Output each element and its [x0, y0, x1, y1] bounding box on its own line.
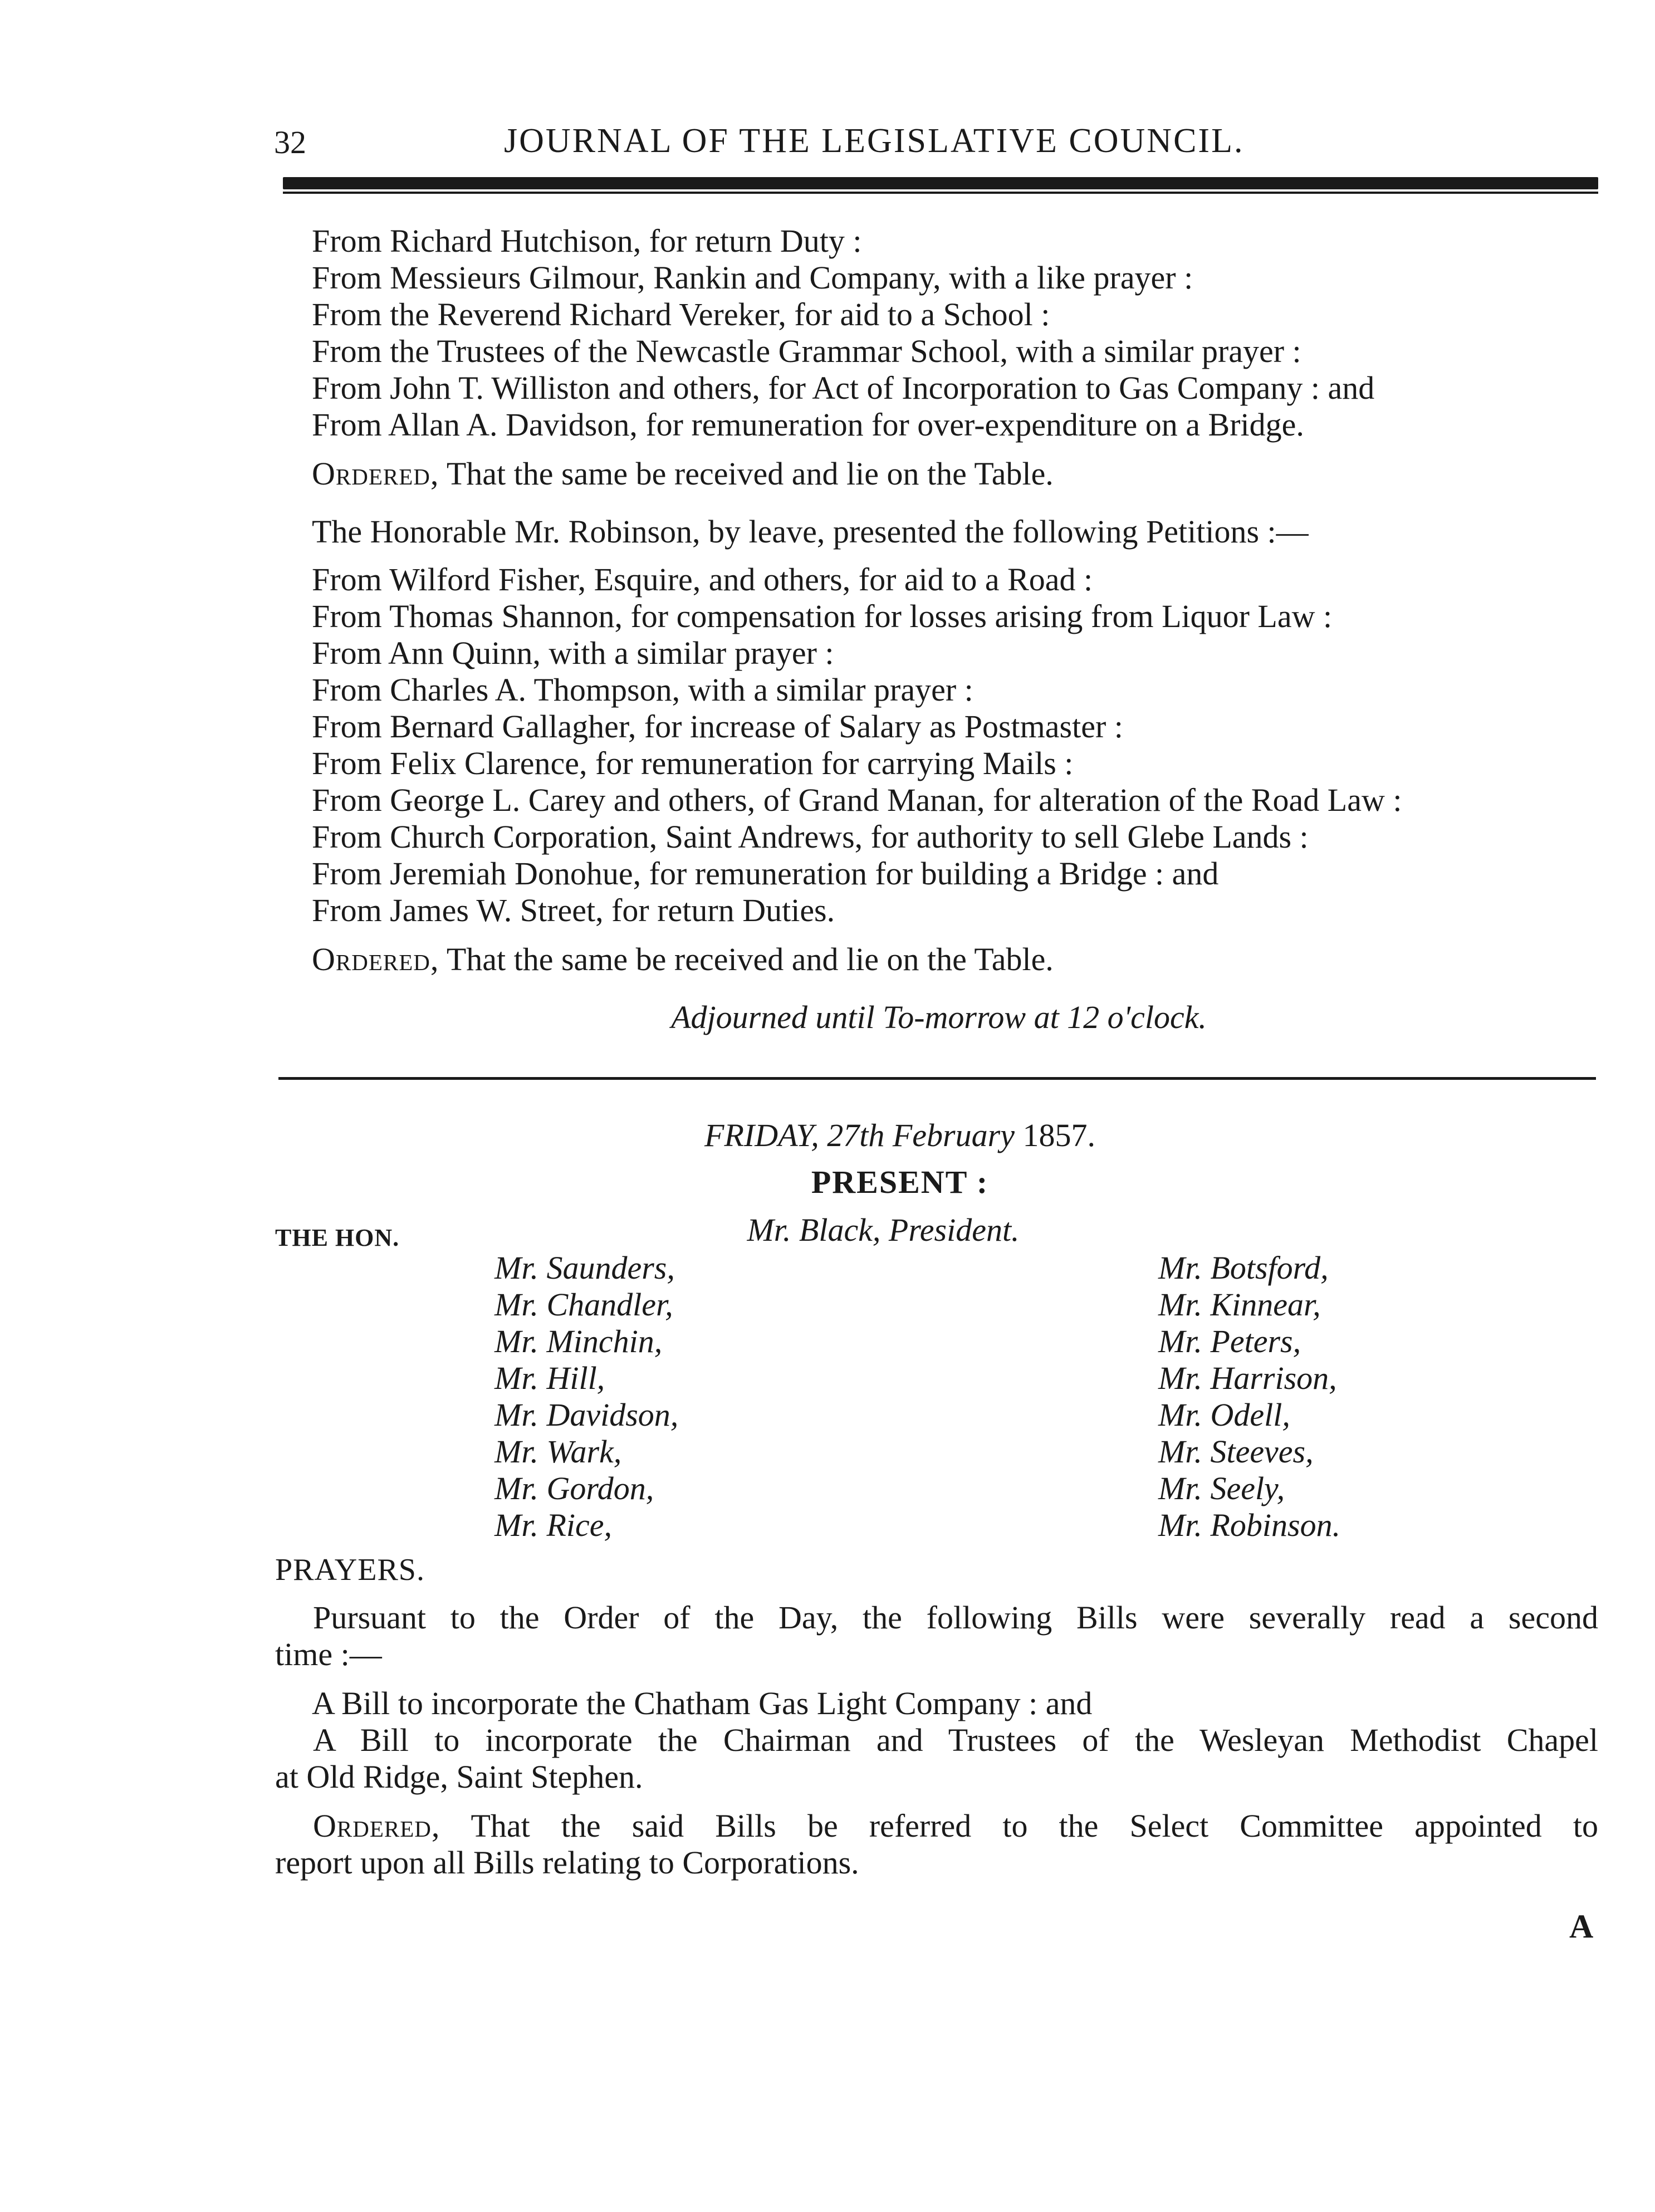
- member-name: Mr. Robinson.: [1158, 1507, 1341, 1543]
- the-hon-label: THE HON.: [275, 1224, 400, 1251]
- adjournment-notice: Adjourned until To-morrow at 12 o'clock.: [671, 999, 1207, 1035]
- ordered-keyword: Ordered,: [313, 1808, 440, 1844]
- session-day: FRIDAY, 27th February: [704, 1117, 1015, 1153]
- petition-line: From Bernard Gallagher, for increase of Salary as Postmaster :: [312, 708, 1123, 745]
- ordered-clause-3: [275, 1808, 1598, 1881]
- bill-2-line-1: A Bill to incorporate the Chairman and Trustees of the Wesleyan Methodist Chapel: [313, 1722, 1598, 1758]
- pursuant-line-1: Pursuant to the Order of the Day, the following Bills were severally read a second: [313, 1599, 1598, 1636]
- member-name: Mr. Wark,: [494, 1433, 622, 1470]
- member-name: Mr. Hill,: [494, 1360, 605, 1396]
- pursuant-line-2: time :—: [275, 1636, 382, 1672]
- petition-line: From the Reverend Richard Vereker, for aid to a School :: [312, 296, 1050, 332]
- member-name: Mr. Davidson,: [494, 1397, 679, 1433]
- ordered-3-line-1: [275, 1808, 1598, 1844]
- petition-line: From George L. Carey and others, of Grand Manan, for alteration of the Road Law :: [312, 782, 1402, 818]
- section-divider: [278, 1077, 1596, 1080]
- header-double-rule: [283, 177, 1598, 189]
- ordered-3-line-2: report upon all Bills relating to Corporations.: [275, 1844, 859, 1881]
- ordered-text: That the said Bills be referred to the Select Committee appointed to: [471, 1808, 1599, 1844]
- bill-2: [275, 1722, 1598, 1795]
- member-name: Mr. Steeves,: [1158, 1433, 1314, 1470]
- member-name: Mr. Seely,: [1158, 1470, 1285, 1506]
- president-line: Mr. Black, President.: [747, 1212, 1020, 1248]
- robinson-intro: The Honorable Mr. Robinson, by leave, presented the following Petitions :—: [312, 513, 1309, 550]
- member-name: Mr. Harrison,: [1158, 1360, 1337, 1396]
- ordered-keyword: Ordered,: [312, 456, 439, 492]
- ordered-clause-1: [312, 456, 1054, 492]
- member-name: Mr. Gordon,: [494, 1470, 654, 1506]
- ordered-text: That the same be received and lie on the Table.: [446, 456, 1054, 492]
- member-name: Mr. Minchin,: [494, 1323, 663, 1359]
- page-number: 32: [274, 124, 306, 160]
- petition-line: From Wilford Fisher, Esquire, and others, for aid to a Road :: [312, 561, 1093, 598]
- petition-line: From Felix Clarence, for remuneration for carrying Mails :: [312, 745, 1074, 781]
- member-name: Mr. Kinnear,: [1158, 1286, 1321, 1323]
- prayers-heading: PRAYERS.: [275, 1553, 425, 1587]
- petition-line: From Allan A. Davidson, for remuneration for over-expenditure on a Bridge.: [312, 407, 1304, 443]
- session-year: 1857.: [1022, 1117, 1095, 1153]
- present-label: PRESENT :: [811, 1164, 989, 1200]
- petition-line: From Messieurs Gilmour, Rankin and Company, with a like prayer :: [312, 260, 1193, 296]
- members-right-column: [1158, 1250, 1340, 1544]
- petition-line: From Jeremiah Donohue, for remuneration for building a Bridge : and: [312, 855, 1219, 892]
- petition-line: From Ann Quinn, with a similar prayer :: [312, 635, 834, 671]
- catchword: A: [1569, 1908, 1594, 1945]
- page-header-title: JOURNAL OF THE LEGISLATIVE COUNCIL.: [504, 122, 1245, 160]
- petition-line: From John T. Williston and others, for Act of Incorporation to Gas Company : and: [312, 370, 1375, 406]
- bill-1: A Bill to incorporate the Chatham Gas Light Company : and: [312, 1685, 1093, 1721]
- ordered-clause-2: [312, 941, 1054, 978]
- session-date: [72, 1117, 1655, 1154]
- petition-line: From Church Corporation, Saint Andrews, for authority to sell Glebe Lands :: [312, 819, 1309, 855]
- petition-line: From James W. Street, for return Duties.: [312, 892, 835, 928]
- petition-line: From Richard Hutchison, for return Duty :: [312, 223, 862, 259]
- member-name: Mr. Chandler,: [494, 1286, 673, 1323]
- member-name: Mr. Botsford,: [1158, 1250, 1329, 1286]
- ordered-text: That the same be received and lie on the Table.: [446, 941, 1054, 977]
- member-name: Mr. Saunders,: [494, 1250, 675, 1286]
- member-name: Mr. Peters,: [1158, 1323, 1301, 1359]
- petition-line: From Thomas Shannon, for compensation for losses arising from Liquor Law :: [312, 598, 1333, 634]
- pursuant-paragraph: [275, 1599, 1598, 1673]
- member-name: Mr. Rice,: [494, 1507, 612, 1543]
- members-left-column: [494, 1250, 678, 1544]
- petition-line: From Charles A. Thompson, with a similar prayer :: [312, 672, 973, 708]
- ordered-keyword: Ordered,: [312, 941, 439, 977]
- member-name: Mr. Odell,: [1158, 1397, 1290, 1433]
- bill-2-line-2: at Old Ridge, Saint Stephen.: [275, 1759, 643, 1795]
- petition-line: From the Trustees of the Newcastle Grammar School, with a similar prayer :: [312, 333, 1301, 369]
